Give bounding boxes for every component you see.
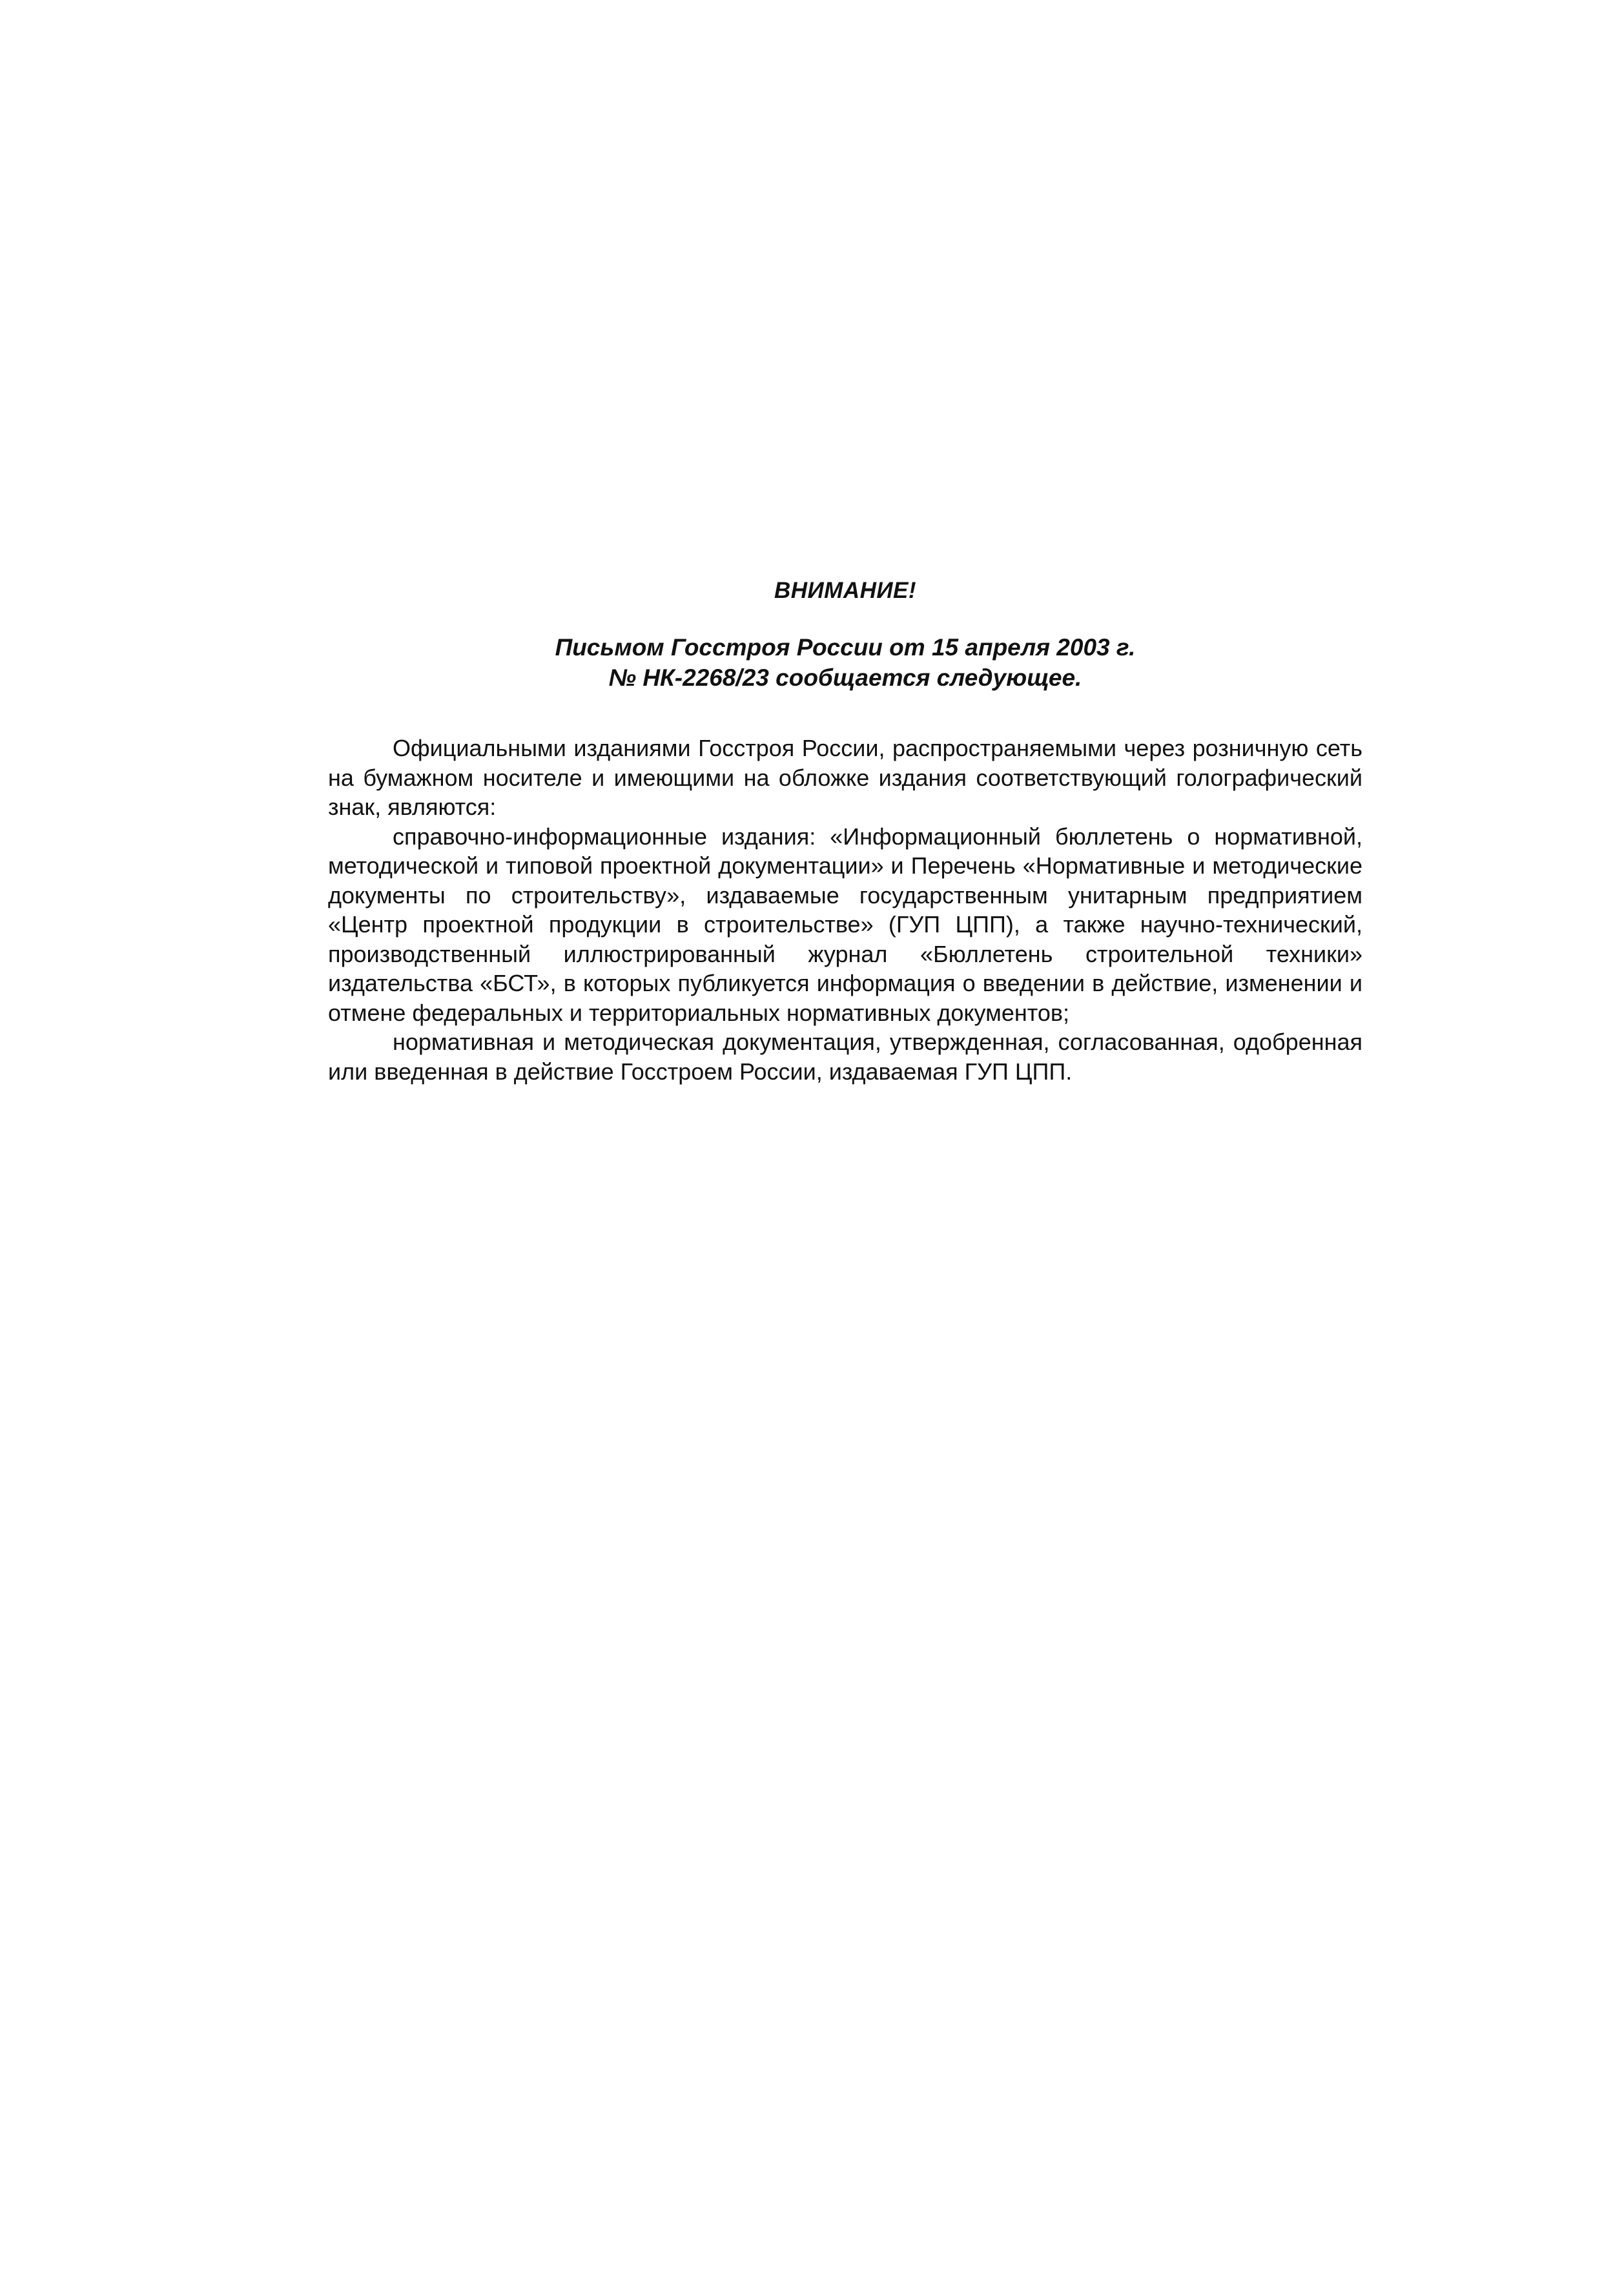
paragraph-normative-documentation: нормативная и методическая документация, утвержденная, согласованная, одобренная или введенная в действие Госстроем России, издаваемая ГУП ЦПП. xyxy=(328,1029,1362,1085)
notice-subtitle xyxy=(328,632,1362,693)
notice-subtitle-line-1: Письмом Госстроя России от 15 апреля 2003 г. xyxy=(555,634,1136,661)
paragraph-official-editions: Официальными изданиями Госстроя России, распространяемыми через розничную сеть на бумажном носителе и имеющими на обложке издания соответствующий голографический знак, являются: xyxy=(328,735,1362,820)
notice-block xyxy=(328,578,1362,1086)
notice-body xyxy=(328,734,1362,1086)
paragraph-reference-editions: справочно-информационные издания: «Информационный бюллетень о нормативной, методической и типовой проектной документации» и Перечень «Нормативные и методические документы по строительству», издаваемые государственным унитарным предприятием «Центр проектной продукции в строительстве» (ГУП ЦПП), а также научно-технический, производственный иллюстрированный журнал «Бюллетень строительной техники» издательства «БСТ», в которых публикуется информация о введении в действие, изменении и отмене федеральных и территориальных нормативных документов; xyxy=(328,823,1362,1026)
notice-subtitle-line-2: № НК-2268/23 сообщается следующее. xyxy=(608,664,1082,691)
notice-title: ВНИМАНИЕ! xyxy=(774,578,917,603)
